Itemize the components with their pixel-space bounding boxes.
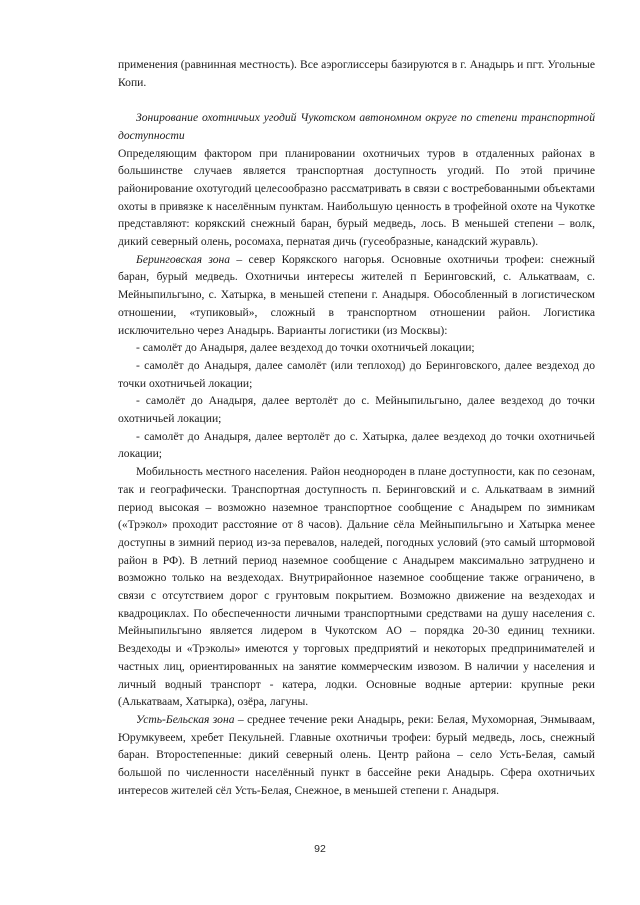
paragraph-intro: Определяющим фактором при планировании охотничьих туров в отдаленных районах в большинстве случаев является транспортная доступность угодий. По этой причине районирование охотугодий целесообразно рассматривать в связи с востребованными объектами охоты в привязке к населённым пунктам. Наибольшую ценность в трофейной охоте на Чукотке представляют: корякский снежный баран, бурый медведь, лось. В меньшей степени – волк, дикий северный олень, росомаха, пернатая дичь (гусеобразные, канадский журавль). bbox=[118, 146, 595, 249]
logistics-option-1: - самолёт до Анадыря, далее вездеход до точки охотничьей локации; bbox=[136, 341, 475, 355]
page-body bbox=[118, 56, 595, 800]
paragraph-mobility: Мобильность местного населения. Район неоднороден в плане доступности, как по сезонам, так и географически. Транспортная доступность п. Беринговский и с. Алькатваам в зимний период высокая – возможно наземное транспортное сообщение с Анадырем по зимникам («Трэкол» проходит расстояние от 8 часов). Дальние сёла Мейныпильгыно и Хатырка менее доступны в зимний период из-за перевалов, наледей, погодных условий (это самый штормовой район в РФ). В летний период наземное сообщение с Анадырем максимально затруднено и возможно только на вездеходах. Внутрирайонное наземное сообщение также ограничено, в связи с отсутствием дорог с грунтовым покрытием. Возможно движение на вездеходах и квадроциклах. По обеспеченности личными транспортными средствами на душу населения с. Мейныпильгыно является лидером в Чукотском АО – порядка 20-30 единиц техники. Вездеходы и «Трэколы» имеются у торговых предприятий и некоторых предпринимателей и частных лиц, ориентированных на занятие коммерческим извозом. В наличии у населения и личный водный транспорт - катера, лодки. Основные водные артерии: крупные реки (Алькатваам, Хатырка), озёра, лагуны. bbox=[118, 465, 595, 709]
logistics-option-4: - самолёт до Анадыря, далее вертолёт до с. Хатырка, далее вездеход до точки охотничьей локации; bbox=[118, 429, 595, 461]
paragraph-bering-zone bbox=[118, 251, 595, 340]
paragraph-continuation: применения (равнинная местность). Все аэроглиссеры базируются в г. Анадырь и пгт. Угольные Копи. bbox=[118, 58, 595, 89]
logistics-option-3: - самолёт до Анадыря, далее вертолёт до с. Мейныпильгыно, далее вездеход до точки охотничьей локации; bbox=[118, 394, 595, 426]
bering-zone-name: Беринговская зона bbox=[136, 252, 231, 266]
ust-belaya-zone-text: – среднее течение реки Анадырь, реки: Белая, Мухоморная, Энмываам, Юрумкувеем, хребет Пекульней. Главные охотничьи трофеи: бурый медведь, лось, снежный баран. Второстепенные: дикий северный олень. Центр района – село Усть-Белая, самый большой по численности населённый пункт в бассейне реки Анадырь. Сфера охотничьих интересов жителей сёл Усть-Белая, Снежное, в меньшей степени г. Анадыря. bbox=[118, 713, 595, 797]
section-heading: Зонирование охотничьих угодий Чукотском автономном округе по степени транспортной доступности bbox=[118, 111, 595, 142]
paragraph-ust-belaya-zone bbox=[118, 711, 595, 800]
bering-zone-text: – север Корякского нагорья. Основные охотничьи трофеи: снежный баран, бурый медведь. Охотничьи интересы жителей п Беринговский, с. Алькатваам, с. Мейныпильгыно, с. Хатырка, в меньшей степени г. Анадыря. Обособленный в логистическом отношении, «тупиковый», сложный в транспортном отношении район. Логистика исключительно через Анадырь. Варианты логистики (из Москвы): bbox=[118, 252, 595, 337]
page-number: 92 bbox=[314, 843, 326, 855]
ust-belaya-zone-name: Усть-Бельская зона bbox=[136, 713, 235, 726]
logistics-option-2: - самолёт до Анадыря, далее самолёт (или теплоход) до Беринговского, далее вездеход до точки охотничьей локации; bbox=[118, 358, 595, 390]
